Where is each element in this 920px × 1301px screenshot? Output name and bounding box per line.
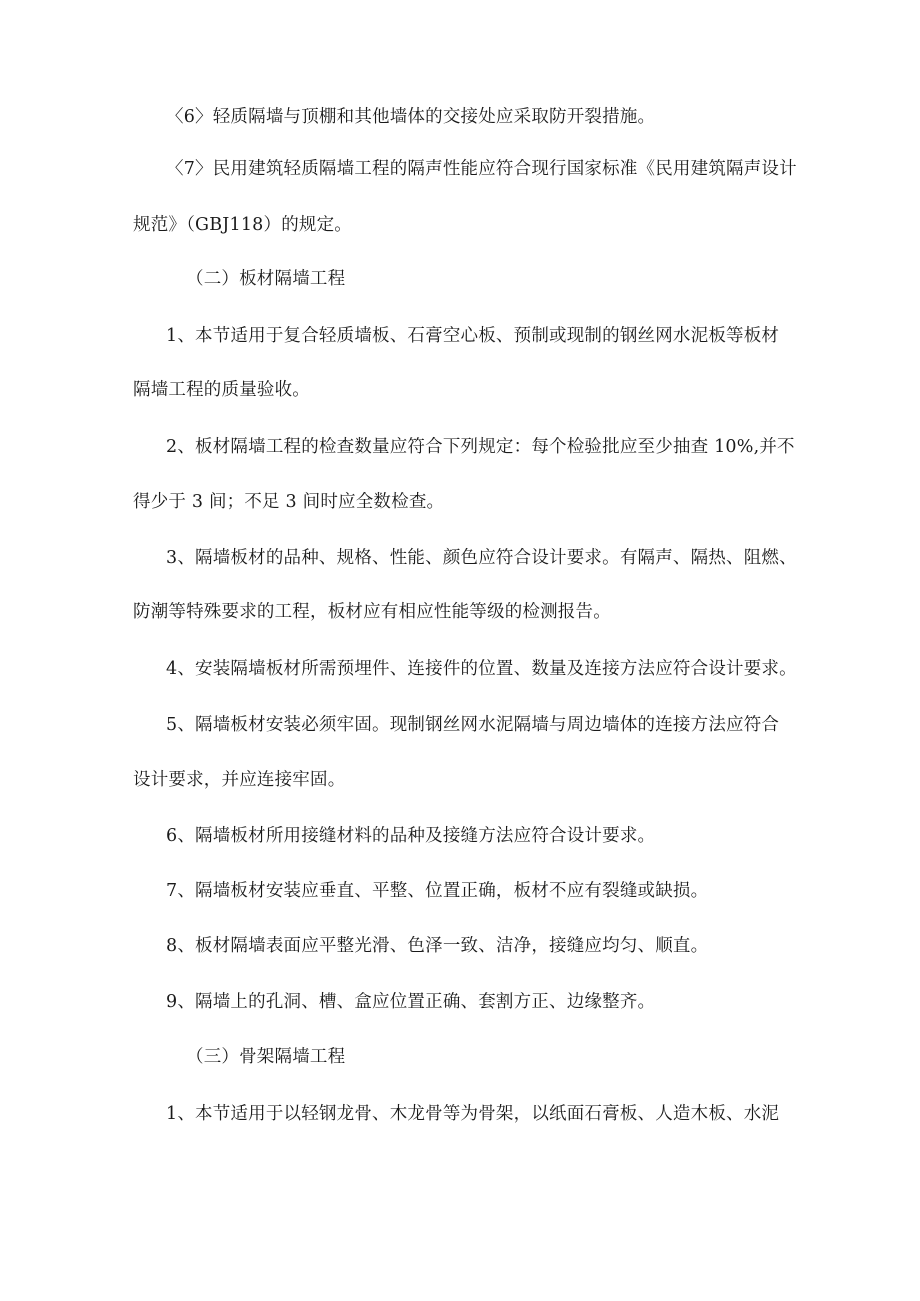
item-9: 9、隔墙上的孔洞、槽、盒应位置正确、套割方正、边缘整齐。 <box>166 992 656 1012</box>
paragraph-6: 〈6〉轻质隔墙与顶棚和其他墙体的交接处应采取防开裂措施。 <box>166 107 656 127</box>
item-5-line-2: 设计要求，并应连接牢固。 <box>133 770 346 790</box>
item-6: 6、隔墙板材所用接缝材料的品种及接缝方法应符合设计要求。 <box>166 826 656 846</box>
item-7: 7、隔墙板材安装应垂直、平整、位置正确，板材不应有裂缝或缺损。 <box>166 881 709 901</box>
item-5-line-1: 5、隔墙板材安装必须牢固。现制钢丝网水泥隔墙与周边墙体的连接方法应符合 <box>166 715 780 735</box>
paragraph-7-line-1: 〈7〉民用建筑轻质隔墙工程的隔声性能应符合现行国家标准《民用建筑隔声设计 <box>166 159 797 179</box>
item-3-line-1: 3、隔墙板材的品种、规格、性能、颜色应符合设计要求。有隔声、隔热、阻燃、 <box>166 548 797 568</box>
section-heading-2: （二）板材隔墙工程 <box>186 269 346 289</box>
section-3-item-1-line-1: 1、本节适用于以轻钢龙骨、木龙骨等为骨架，以纸面石膏板、人造木板、水泥 <box>166 1104 780 1124</box>
item-3-line-2: 防潮等特殊要求的工程，板材应有相应性能等级的检测报告。 <box>133 602 611 622</box>
item-4: 4、安装隔墙板材所需预埋件、连接件的位置、数量及连接方法应符合设计要求。 <box>166 659 797 679</box>
item-2-line-2: 得少于 3 间；不足 3 间时应全数检查。 <box>133 492 445 512</box>
section-heading-3: （三）骨架隔墙工程 <box>186 1047 346 1067</box>
paragraph-7-line-2: 规范》（GBJ118）的规定。 <box>133 215 353 235</box>
item-1-line-1: 1、本节适用于复合轻质墙板、石膏空心板、预制或现制的钢丝网水泥板等板材 <box>166 326 780 346</box>
item-8: 8、板材隔墙表面应平整光滑、色泽一致、洁净，接缝应均匀、顺直。 <box>166 936 709 956</box>
item-1-line-2: 隔墙工程的质量验收。 <box>133 380 310 400</box>
item-2-line-1: 2、板材隔墙工程的检查数量应符合下列规定：每个检验批应至少抽查 10%,并不 <box>166 437 795 457</box>
